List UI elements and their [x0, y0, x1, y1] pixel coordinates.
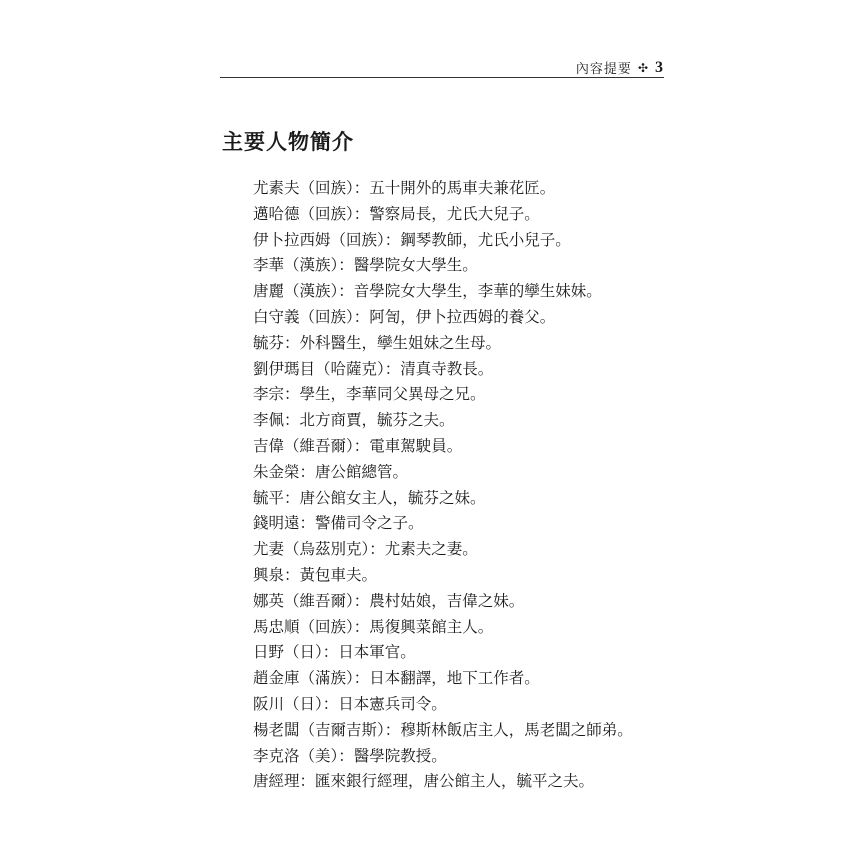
header-divider: [220, 77, 664, 78]
character-entry: 李華（漢族）：醫學院女大學生。: [253, 256, 478, 275]
running-header: [220, 52, 664, 78]
character-entry: 李宗：學生，李華同父異母之兄。: [253, 385, 486, 404]
character-entry: 趙金庫（滿族）：日本翻譯，地下工作者。: [253, 669, 540, 688]
character-entry: 唐麗（漢族）：音學院女大學生，李華的孿生妹妹。: [253, 282, 602, 301]
page-number: 3: [655, 58, 664, 76]
character-entry: 唐經理：匯來銀行經理，唐公館主人，毓平之夫。: [253, 772, 595, 791]
character-entry: 毓芬：外科醫生，孿生姐妹之生母。: [253, 333, 502, 352]
character-entry: 劉伊瑪目（哈薩克）：清真寺教長。: [253, 359, 494, 378]
character-entry: 興泉：黃包車夫。: [253, 565, 378, 584]
character-list: [253, 176, 633, 795]
running-header-text: [576, 58, 664, 77]
character-entry: 尤妻（烏茲別克）：尤素夫之妻。: [253, 540, 478, 559]
character-entry: 錢明遠：警備司令之子。: [253, 514, 424, 533]
character-entry: 楊老闆（吉爾吉斯）：穆斯林飯店主人，馬老闆之師弟。: [253, 720, 633, 739]
character-entry: 邁哈德（回族）：警察局長，尤氏大兒子。: [253, 204, 540, 223]
character-entry: 朱金榮：唐公館總管。: [253, 462, 409, 481]
character-entry: 李佩：北方商賈，毓芬之夫。: [253, 411, 455, 430]
header-section-label: 內容提要: [575, 62, 632, 77]
character-entry: 李克洛（美）：醫學院教授。: [253, 746, 447, 765]
character-entry: 日野（日）：日本軍官。: [253, 643, 416, 662]
character-entry: 尤素夫（回族）：五十開外的馬車夫兼花匠。: [253, 179, 556, 197]
character-entry: 吉偉（維吾爾）：電車駕駛員。: [253, 436, 463, 455]
section-title: 主要人物簡介: [222, 129, 354, 154]
character-entry: 伊卜拉西姆（回族）：鋼琴教師，尤氏小兒子。: [253, 230, 571, 249]
character-entry: 馬忠順（回族）：馬復興菜館主人。: [253, 617, 494, 636]
ornament-icon: ✣: [637, 60, 649, 75]
character-entry: 白守義（回族）：阿訇，伊卜拉西姆的養父。: [253, 307, 556, 326]
character-entry: 阪川（日）：日本憲兵司令。: [253, 694, 447, 713]
character-entry: 毓平：唐公館女主人，毓芬之妹。: [253, 488, 486, 507]
character-entry: 娜英（維吾爾）：農村姑娘，吉偉之妹。: [253, 591, 525, 610]
